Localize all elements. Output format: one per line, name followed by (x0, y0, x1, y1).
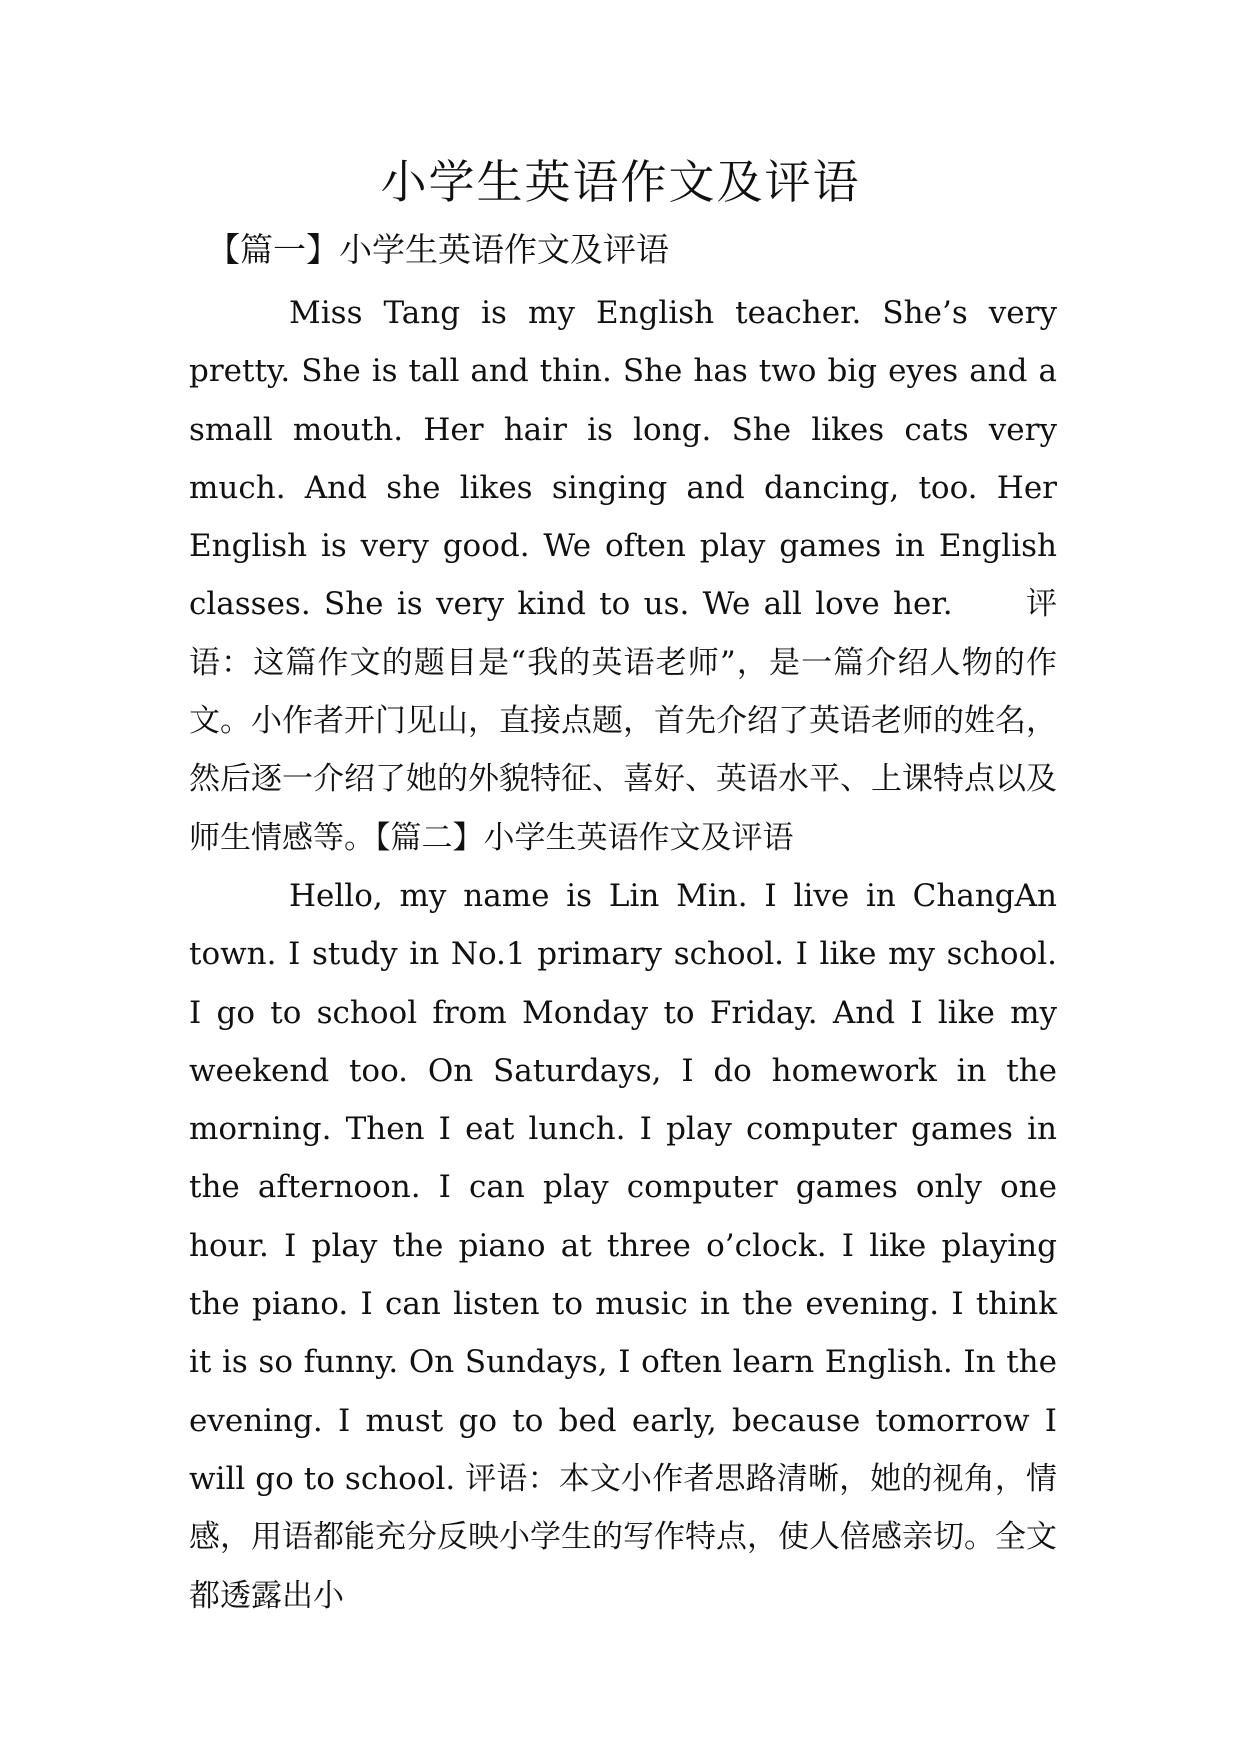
section-2-paragraph (189, 867, 1057, 1625)
section-1-paragraph (189, 284, 1057, 867)
section-1-comment: 评语：这篇作文的题目是“我的英语老师”，是一篇介绍人物的作文。小作者开门见山，直接点题，首先介绍了英语老师的姓名，然后逐一介绍了她的外貌特征、喜好、英语水平、上课特点以及师生情感等。 (189, 586, 1058, 856)
section-1-heading: 【篇一】小学生英语作文及评语 (207, 230, 669, 269)
section-2-comment: 评语：本文小作者思路清晰，她的视角，情感，用语都能充分反映小学生的写作特点，使人倍感亲切。全文都透露出小 (189, 1460, 1058, 1614)
section-2-heading: 【篇二】小学生英语作文及评语 (375, 819, 794, 856)
section-1-essay: Miss Tang is my English teacher. She’s very pretty. She is tall and thin. She has two big eyes and a small mouth. Her hair is long. She likes cats very much. And she likes singing and dancing, too. Her English is very good. We often play games in English classes. She is very kind to us. We all love her. (189, 295, 1057, 623)
document-title: 小学生英语作文及评语 (380, 155, 861, 209)
section-2-essay: Hello, my name is Lin Min. I live in ChangAn town. I study in No.1 primary school. I like my school. I go to school from Monday to Friday. And I like my weekend too. On Saturdays, I do homework in the morning. Then I eat lunch. I play computer games in the afternoon. I can play computer games only one hour. I play the piano at three o’clock. I like playing the piano. I can listen to music in the evening. I think it is so funny. On Sundays, I often learn English. In the evening. I must go to bed early, because tomorrow I will go to school. (189, 878, 1057, 1497)
